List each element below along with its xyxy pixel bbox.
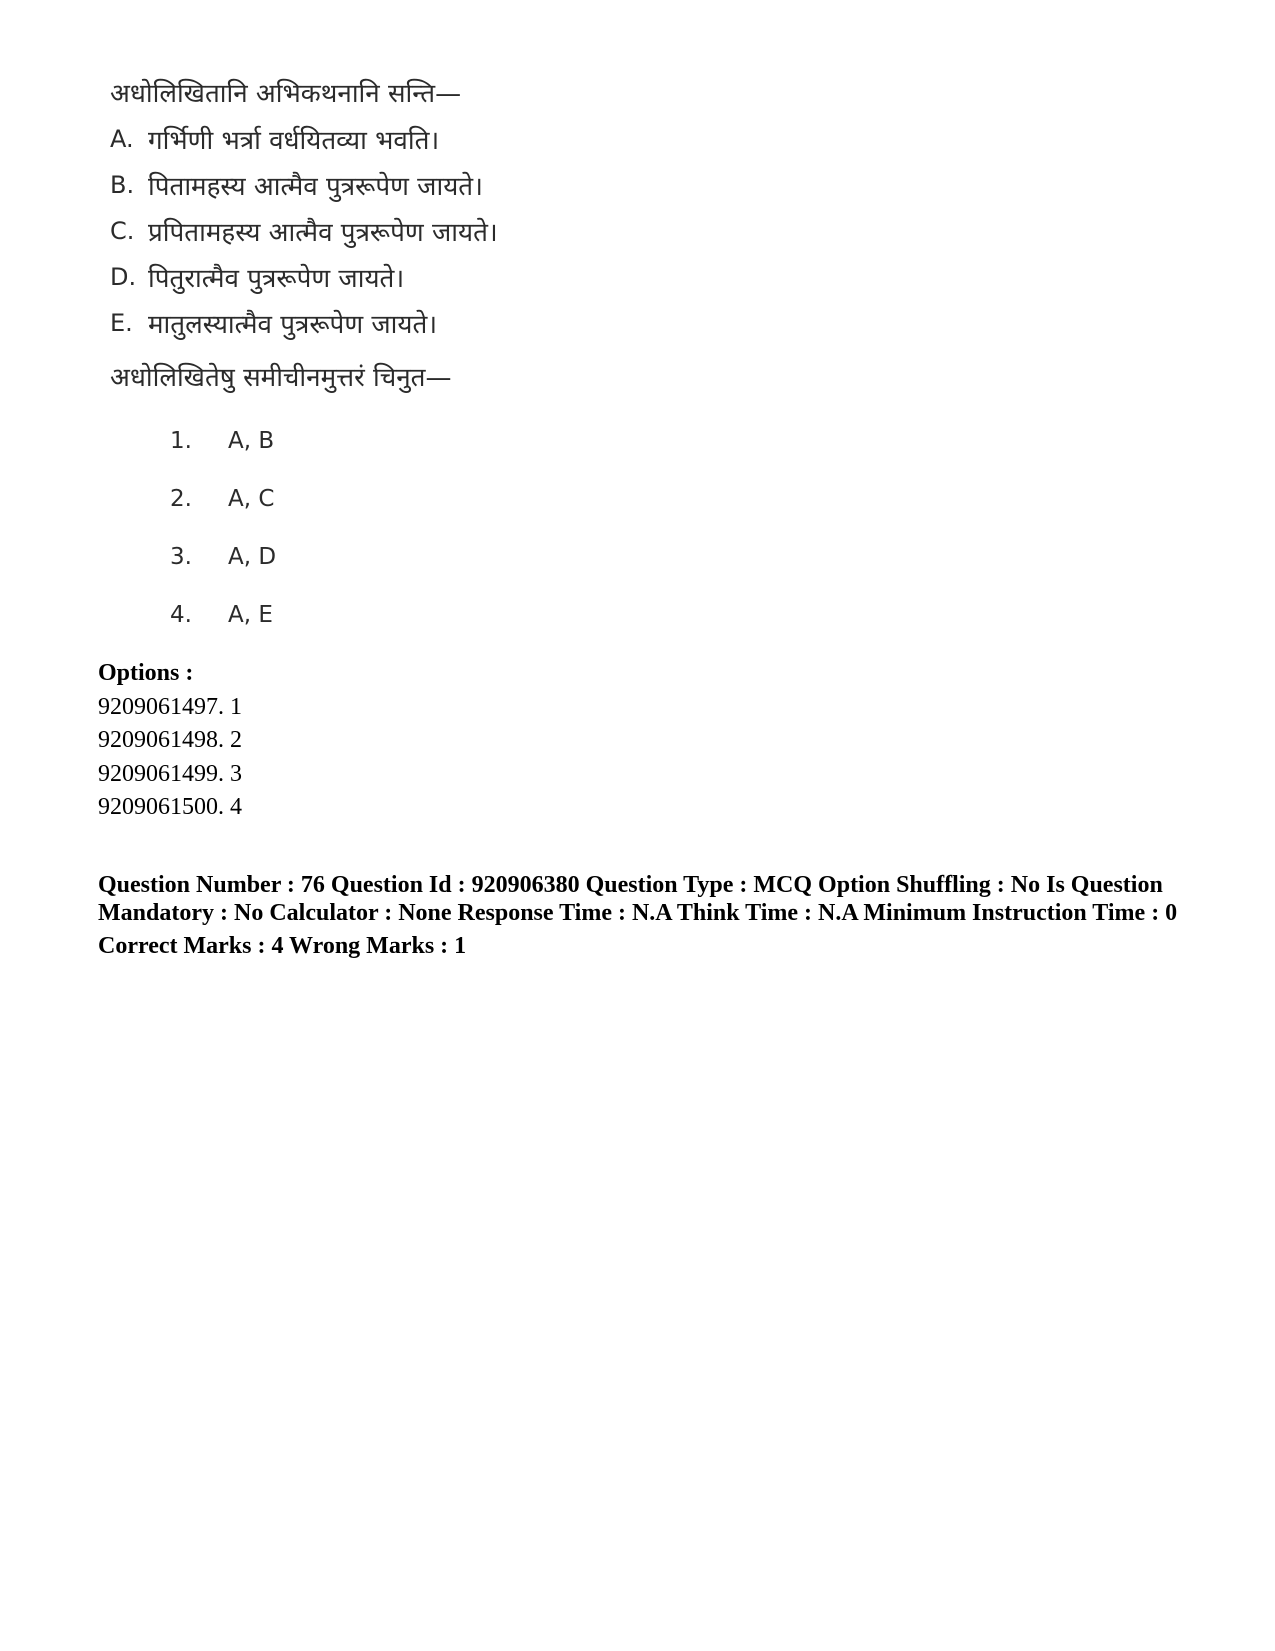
statement-text: प्रपितामहस्य आत्मैव पुत्ररूपेण जायते। xyxy=(148,218,498,248)
option-item: 9209061500. 4 xyxy=(98,794,242,820)
statement-b xyxy=(110,162,810,208)
choice-number: 3. xyxy=(170,544,192,570)
choice-number: 1. xyxy=(170,428,192,454)
answer-choice-1 xyxy=(170,412,810,470)
statement-letter: B. xyxy=(110,171,135,199)
statement-letter: D. xyxy=(110,263,137,291)
option-item: 9209061497. 1 xyxy=(98,693,242,720)
statement-text: पितुरात्मैव पुत्ररूपेण जायते। xyxy=(148,264,405,294)
statement-e xyxy=(110,300,810,346)
choice-number: 2. xyxy=(170,486,192,512)
question-image xyxy=(110,72,810,644)
answer-choice-3 xyxy=(170,528,810,586)
statement-text: गर्भिणी भर्त्रा वर्धयितव्या भवति। xyxy=(148,126,440,156)
option-item: 9209061498. 2 xyxy=(98,727,242,753)
choice-text: A, C xyxy=(228,486,275,512)
statement-d xyxy=(110,254,810,300)
options-list xyxy=(98,657,242,825)
question-intro: अधोलिखितानि अभिकथनानि सन्ति— xyxy=(110,79,462,109)
statement-letter: E. xyxy=(110,309,133,337)
choice-number: 4. xyxy=(170,602,192,628)
question-metadata xyxy=(98,872,1198,961)
answer-choices xyxy=(170,412,810,644)
choice-text: A, B xyxy=(228,428,275,454)
answer-choice-4 xyxy=(170,586,810,644)
question-marks: Correct Marks : 4 Wrong Marks : 1 xyxy=(98,933,467,959)
choice-text: A, D xyxy=(228,544,277,570)
statement-c xyxy=(110,208,810,254)
options-heading: Options : xyxy=(98,660,194,686)
question-prompt: अधोलिखितेषु समीचीनमुत्तरं चिनुत— xyxy=(110,363,452,393)
statement-text: मातुलस्यात्मैव पुत्ररूपेण जायते। xyxy=(148,310,438,340)
option-item: 9209061499. 3 xyxy=(98,760,242,787)
statement-letter: A. xyxy=(110,125,134,153)
statement-letter: C. xyxy=(110,217,135,245)
question-info: Question Number : 76 Question Id : 920906380 Question Type : MCQ Option Shuffling : No Is Question Mandatory : No Calculator : None Response Time : N.A Think Time : N.A Minimum Instruction Time : 0 xyxy=(98,872,1178,926)
choice-text: A, E xyxy=(228,602,273,628)
statement-text: पितामहस्य आत्मैव पुत्ररूपेण जायते। xyxy=(148,172,483,202)
answer-choice-2 xyxy=(170,470,810,528)
statement-a xyxy=(110,116,810,162)
